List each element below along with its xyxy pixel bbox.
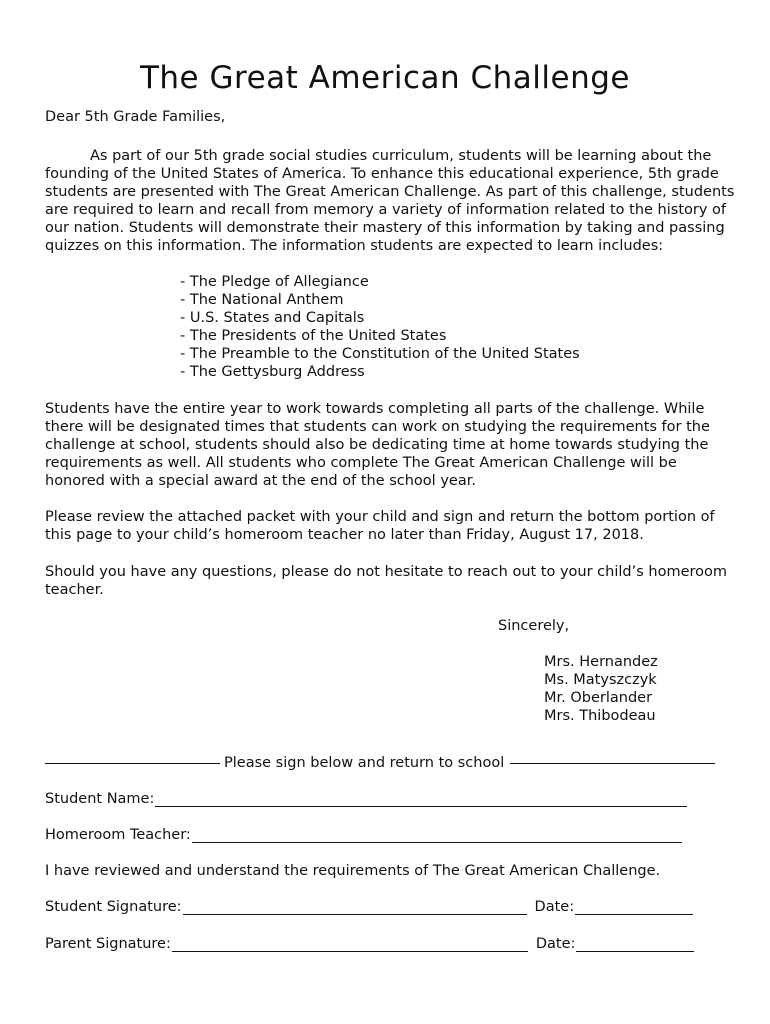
signer-name: Mr. Oberlander (544, 690, 653, 707)
signer-name: Mrs. Hernandez (544, 654, 658, 670)
questions-paragraph: Should you have any questions, please do not hesitate to reach out to your child’s homeroom teacher. (45, 564, 727, 599)
student-name-label: Student Name: (45, 791, 155, 807)
acknowledgement-text: I have reviewed and understand the requirements of The Great American Challenge. (45, 863, 661, 879)
greeting: Dear 5th Grade Families, (45, 109, 226, 125)
list-item: - The Pledge of Allegiance (180, 274, 369, 290)
divider-rule-left (45, 763, 220, 764)
student-date-label: Date: (534, 899, 575, 915)
signers-list (544, 653, 658, 725)
parent-date-field[interactable] (576, 937, 694, 952)
signer-name: Mrs. Thibodeau (544, 708, 656, 725)
student-name-row (45, 791, 687, 807)
student-date-field[interactable] (575, 900, 693, 915)
page-title: The Great American Challenge (139, 60, 631, 96)
requirements-list (180, 273, 580, 382)
divider-label: Please sign below and return to school (224, 755, 505, 771)
cut-divider (45, 755, 715, 771)
timeline-paragraph: Students have the entire year to work towards completing all parts of the challenge. While there will be designated times that students can work on studying the requirements for the challenge at school, students should also be dedicating time at home towards studying the requirements as well. All students who complete The Great American Challenge will be honored with a special award at the end of the school year. (45, 401, 710, 490)
acknowledgement-row (45, 863, 660, 879)
student-signature-label: Student Signature: (45, 899, 182, 915)
parent-date-label: Date: (535, 936, 576, 952)
intro-paragraph: As part of our 5th grade social studies curriculum, students will be learning about the founding of the United States of America. To enhance this educational experience, 5th grade students are presented with The Great American Challenge. As part of this challenge, students are required to learn and recall from memory a variety of information related to the history of our nation. Students will demonstrate their mastery of this information by taking and passing quizzes on this information. The information students are expected to learn includes: (45, 148, 735, 255)
student-signature-row (45, 899, 693, 915)
list-item: - The National Anthem (180, 292, 344, 309)
signer-name: Ms. Matyszczyk (544, 672, 657, 689)
review-paragraph: Please review the attached packet with your child and sign and return the bottom portion of this page to your child’s homeroom teacher no later than Friday, August 17, 2018. (45, 509, 715, 544)
closing: Sincerely, (498, 618, 570, 634)
parent-signature-field[interactable] (172, 937, 528, 952)
list-item: - The Presidents of the United States (180, 328, 447, 345)
student-name-field[interactable] (155, 792, 687, 807)
divider-rule-right (510, 763, 715, 764)
homeroom-teacher-label: Homeroom Teacher: (45, 827, 191, 843)
student-signature-field[interactable] (183, 900, 527, 915)
homeroom-teacher-row (45, 827, 682, 843)
list-item: - The Gettysburg Address (180, 364, 365, 381)
list-item: - The Preamble to the Constitution of the United States (180, 346, 580, 363)
list-item: - U.S. States and Capitals (180, 310, 365, 327)
homeroom-teacher-field[interactable] (192, 828, 682, 843)
parent-signature-row (45, 936, 694, 952)
parent-signature-label: Parent Signature: (45, 936, 171, 952)
